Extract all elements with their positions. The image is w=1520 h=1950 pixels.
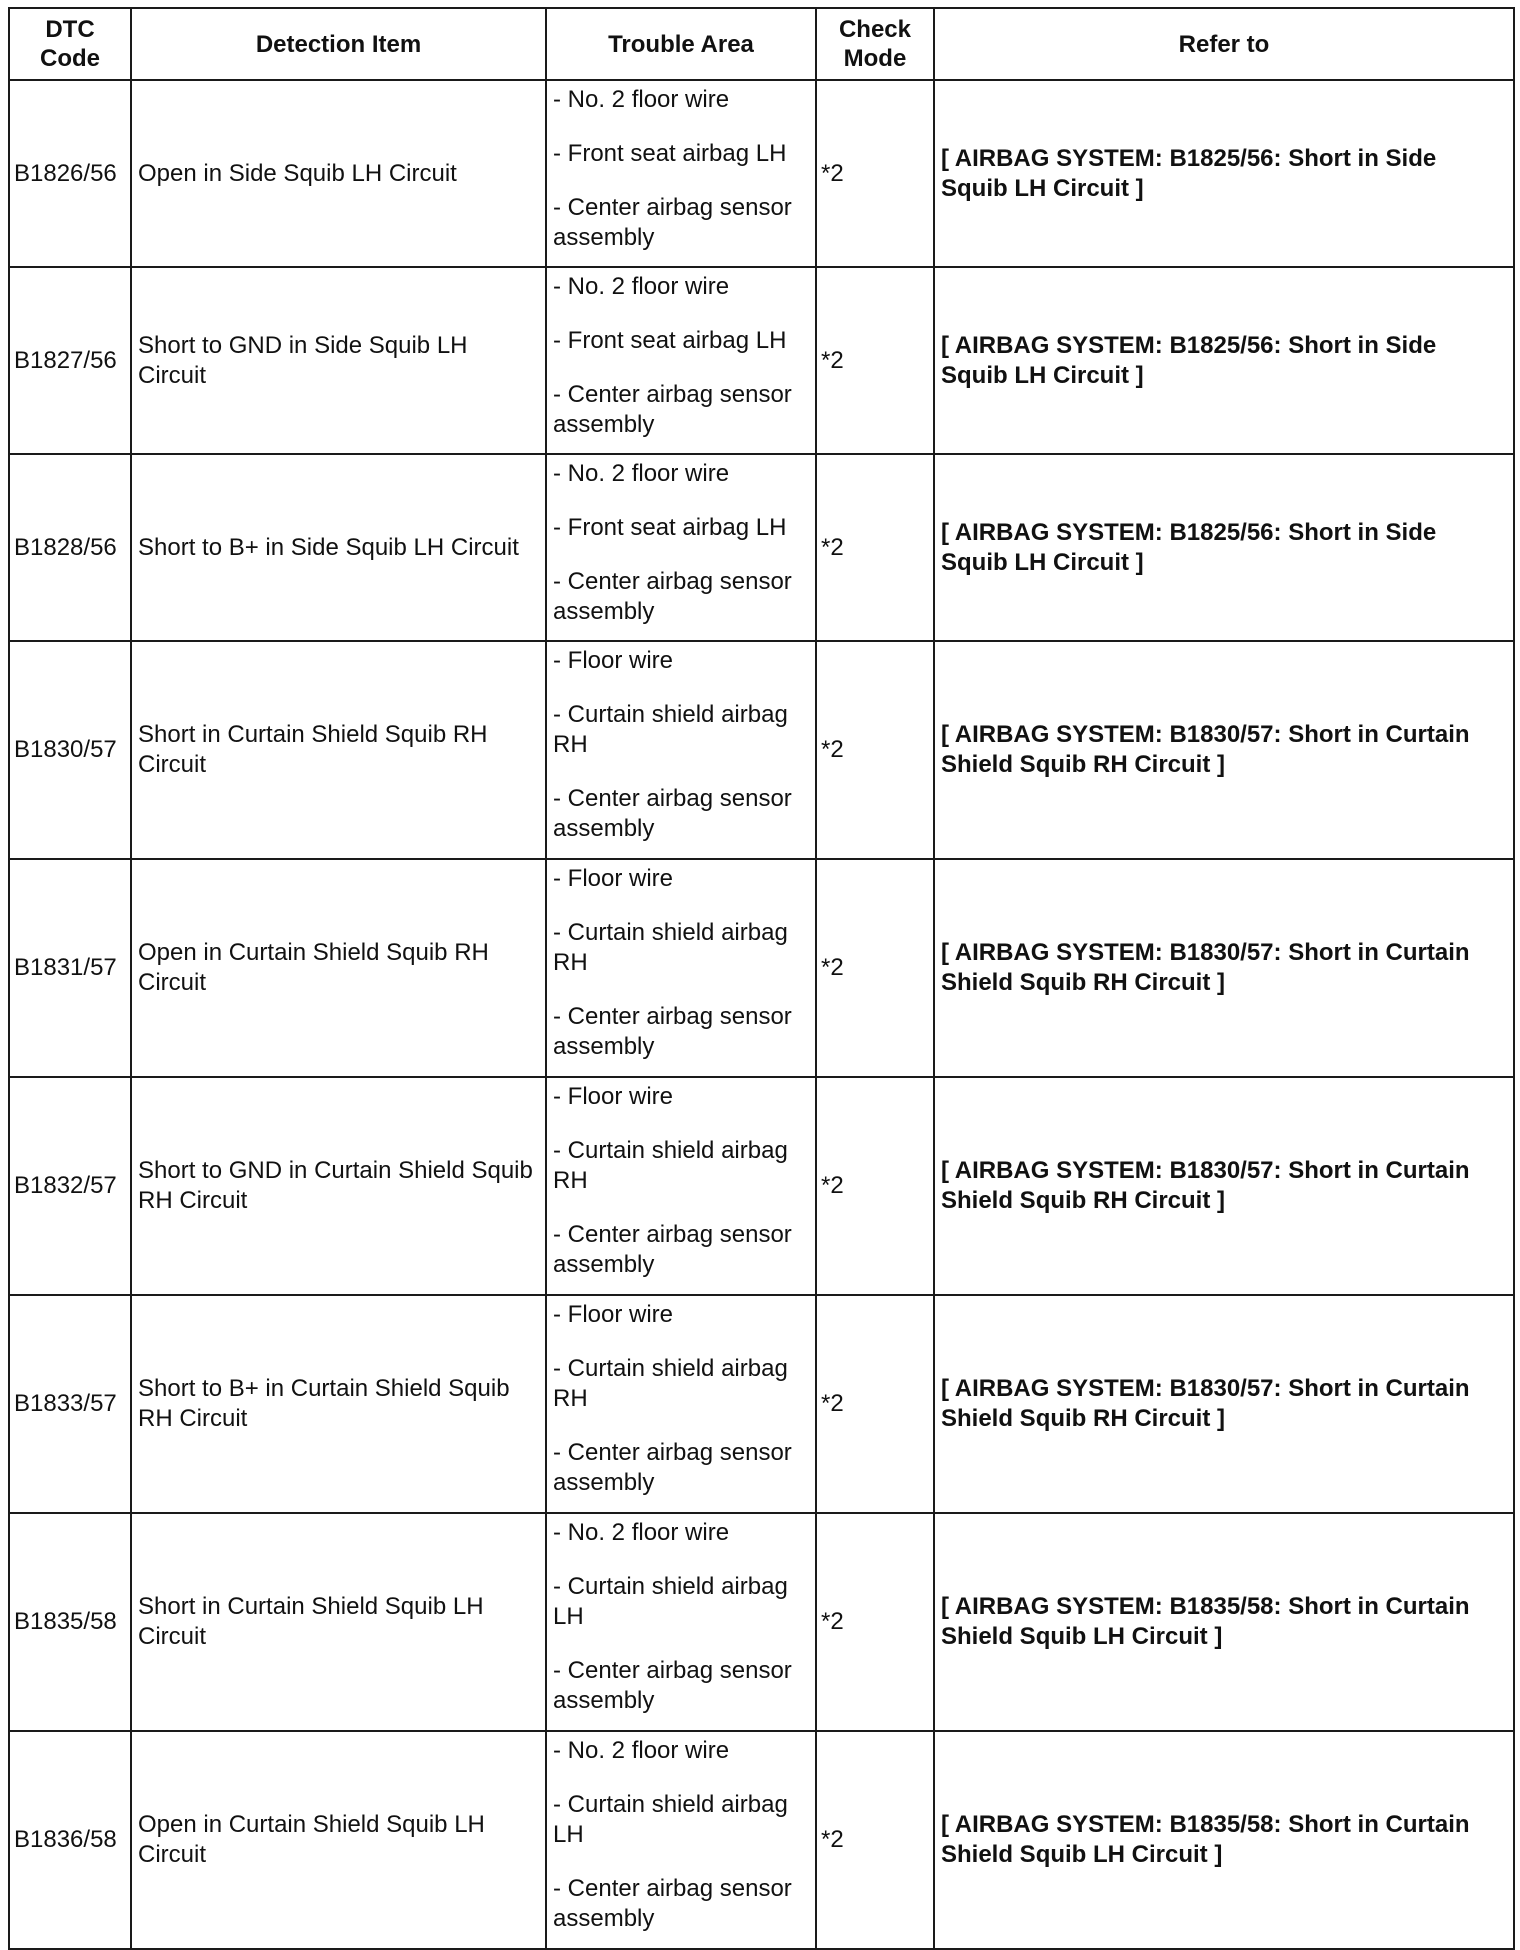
table-row: [9, 1077, 1514, 1295]
detection-item: Open in Side Squib LH Circuit: [131, 80, 546, 267]
trouble-area-line: - Center airbag sensor assembly: [553, 1875, 792, 1932]
header-row: [9, 8, 1514, 80]
table-row: [9, 267, 1514, 454]
dtc-code: B1835/58: [9, 1513, 131, 1731]
table-row: [9, 80, 1514, 267]
check-mode: *2: [816, 1731, 934, 1949]
check-mode: *2: [816, 859, 934, 1077]
check-mode: *2: [816, 1513, 934, 1731]
trouble-area-line: - Center airbag sensor assembly: [553, 785, 792, 842]
trouble-area: [546, 80, 816, 267]
trouble-area-line: - Curtain shield airbag LH: [553, 1573, 788, 1630]
refer-link[interactable]: [ AIRBAG SYSTEM: B1830/57: Short in Curtain Shield Squib RH Circuit ]: [934, 1295, 1514, 1513]
trouble-area-line: - Center airbag sensor assembly: [553, 568, 792, 625]
table-row: [9, 454, 1514, 641]
table-row: [9, 859, 1514, 1077]
trouble-area: [546, 1513, 816, 1731]
header-refer-to: Refer to: [934, 8, 1514, 80]
table-row: [9, 1513, 1514, 1731]
trouble-area-line: - No. 2 floor wire: [553, 273, 730, 300]
check-mode: *2: [816, 641, 934, 859]
header-detection-item: Detection Item: [131, 8, 546, 80]
dtc-code: B1836/58: [9, 1731, 131, 1949]
trouble-area: [546, 1731, 816, 1949]
trouble-area-line: - Center airbag sensor assembly: [553, 1439, 792, 1496]
trouble-area-line: - Front seat airbag LH: [553, 514, 787, 541]
trouble-area-line: - Front seat airbag LH: [553, 140, 787, 167]
trouble-area-line: - No. 2 floor wire: [553, 86, 730, 113]
trouble-area: [546, 454, 816, 641]
refer-link[interactable]: [ AIRBAG SYSTEM: B1835/58: Short in Curtain Shield Squib LH Circuit ]: [934, 1513, 1514, 1731]
dtc-code: B1827/56: [9, 267, 131, 454]
refer-link[interactable]: [ AIRBAG SYSTEM: B1825/56: Short in Side Squib LH Circuit ]: [934, 267, 1514, 454]
trouble-area-line: - Curtain shield airbag LH: [553, 1791, 788, 1848]
table-row: [9, 1295, 1514, 1513]
detection-item: Short to B+ in Side Squib LH Circuit: [131, 454, 546, 641]
detection-item: Short to GND in Side Squib LH Circuit: [131, 267, 546, 454]
trouble-area-line: - Floor wire: [553, 647, 674, 674]
dtc-code: B1832/57: [9, 1077, 131, 1295]
check-mode: *2: [816, 454, 934, 641]
trouble-area-line: - Curtain shield airbag RH: [553, 919, 788, 976]
detection-item: Short in Curtain Shield Squib LH Circuit: [131, 1513, 546, 1731]
table-row: [9, 1731, 1514, 1949]
trouble-area-line: - Center airbag sensor assembly: [553, 1657, 792, 1714]
refer-link[interactable]: [ AIRBAG SYSTEM: B1825/56: Short in Side Squib LH Circuit ]: [934, 454, 1514, 641]
trouble-area: [546, 267, 816, 454]
refer-link[interactable]: [ AIRBAG SYSTEM: B1830/57: Short in Curtain Shield Squib RH Circuit ]: [934, 859, 1514, 1077]
trouble-area-line: - Center airbag sensor assembly: [553, 381, 792, 438]
refer-link[interactable]: [ AIRBAG SYSTEM: B1830/57: Short in Curtain Shield Squib RH Circuit ]: [934, 641, 1514, 859]
refer-link[interactable]: [ AIRBAG SYSTEM: B1830/57: Short in Curtain Shield Squib RH Circuit ]: [934, 1077, 1514, 1295]
detection-item: Short in Curtain Shield Squib RH Circuit: [131, 641, 546, 859]
table-row: [9, 641, 1514, 859]
trouble-area-line: - Center airbag sensor assembly: [553, 1221, 792, 1278]
trouble-area: [546, 641, 816, 859]
trouble-area-line: - Floor wire: [553, 1301, 674, 1328]
check-mode: *2: [816, 1295, 934, 1513]
check-mode: *2: [816, 80, 934, 267]
dtc-table-wrapper: [8, 7, 1515, 1950]
refer-link[interactable]: [ AIRBAG SYSTEM: B1835/58: Short in Curtain Shield Squib LH Circuit ]: [934, 1731, 1514, 1949]
dtc-code: B1830/57: [9, 641, 131, 859]
detection-item: Short to B+ in Curtain Shield Squib RH Circuit: [131, 1295, 546, 1513]
detection-item: Open in Curtain Shield Squib LH Circuit: [131, 1731, 546, 1949]
trouble-area: [546, 1077, 816, 1295]
check-mode: *2: [816, 267, 934, 454]
trouble-area-line: - Center airbag sensor assembly: [553, 194, 792, 251]
header-check-mode: Check Mode: [816, 8, 934, 80]
trouble-area-line: - No. 2 floor wire: [553, 460, 730, 487]
dtc-code: B1826/56: [9, 80, 131, 267]
detection-item: Short to GND in Curtain Shield Squib RH Circuit: [131, 1077, 546, 1295]
trouble-area: [546, 859, 816, 1077]
header-dtc-code: DTC Code: [9, 8, 131, 80]
dtc-code: B1831/57: [9, 859, 131, 1077]
trouble-area-line: - Floor wire: [553, 1083, 674, 1110]
trouble-area: [546, 1295, 816, 1513]
trouble-area-line: - No. 2 floor wire: [553, 1519, 730, 1546]
dtc-code: B1833/57: [9, 1295, 131, 1513]
detection-item: Open in Curtain Shield Squib RH Circuit: [131, 859, 546, 1077]
trouble-area-line: - No. 2 floor wire: [553, 1737, 730, 1764]
refer-link[interactable]: [ AIRBAG SYSTEM: B1825/56: Short in Side Squib LH Circuit ]: [934, 80, 1514, 267]
trouble-area-line: - Curtain shield airbag RH: [553, 1355, 788, 1412]
dtc-code: B1828/56: [9, 454, 131, 641]
trouble-area-line: - Front seat airbag LH: [553, 327, 787, 354]
trouble-area-line: - Floor wire: [553, 865, 674, 892]
trouble-area-line: - Curtain shield airbag RH: [553, 701, 788, 758]
check-mode: *2: [816, 1077, 934, 1295]
header-trouble-area: Trouble Area: [546, 8, 816, 80]
trouble-area-line: - Curtain shield airbag RH: [553, 1137, 788, 1194]
trouble-area-line: - Center airbag sensor assembly: [553, 1003, 792, 1060]
dtc-table: [8, 7, 1515, 1950]
